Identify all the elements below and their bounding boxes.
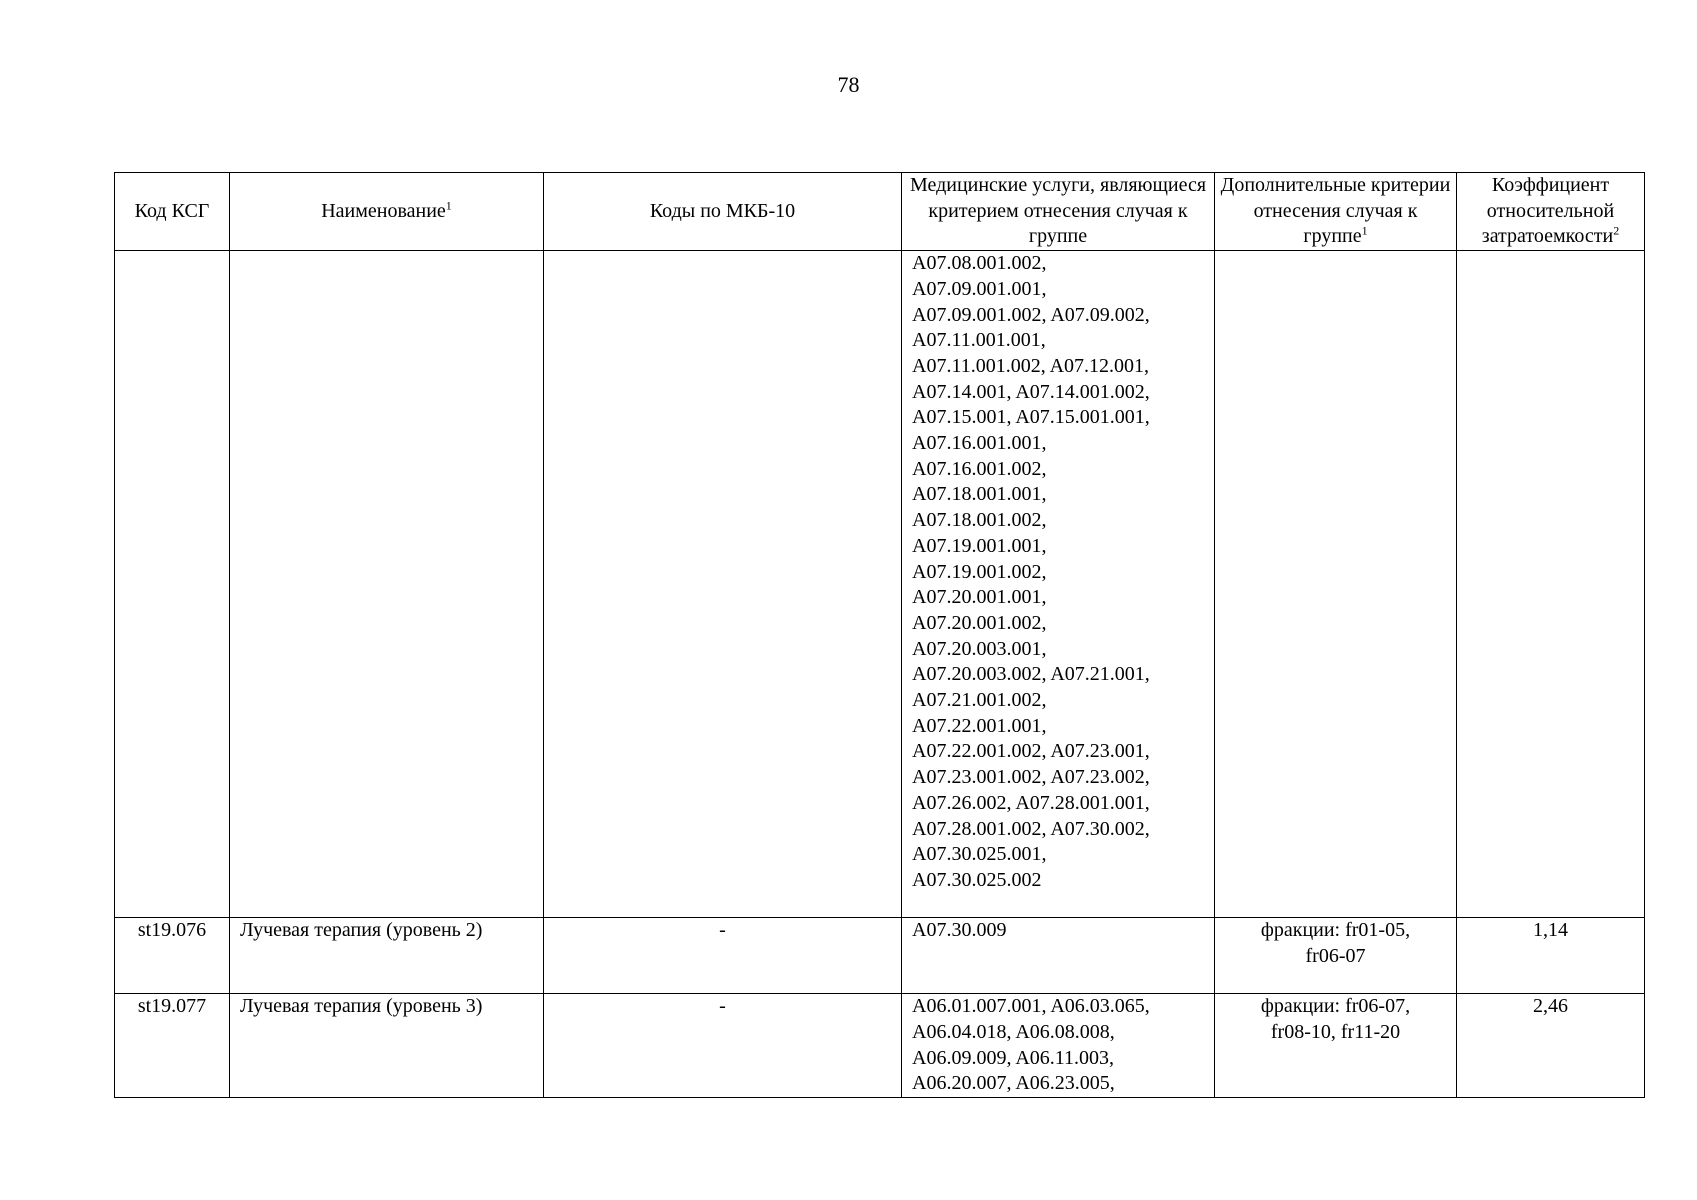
header-name-text: Наименование	[321, 199, 446, 222]
table-header-row	[115, 173, 1645, 251]
table-row	[115, 251, 1645, 918]
ksg-table	[114, 172, 1645, 1098]
header-coef-footnote: 2	[1613, 223, 1620, 238]
header-mkb: Коды по МКБ-10	[544, 173, 902, 251]
cell-name	[230, 251, 544, 918]
table-row	[115, 994, 1645, 1098]
cell-coef: 1,14	[1457, 918, 1645, 994]
cell-services: A07.08.001.002, A07.09.001.001, A07.09.001.002, A07.09.002, A07.11.001.001, A07.11.001.002, A07.12.001, A07.14.001, A07.14.001.002, A07.15.001, A07.15.001.001, A07.16.001.001, A07.16.001.002, A07.18.001.001, A07.18.001.002, A07.19.001.001, A07.19.001.002, A07.20.001.001, A07.20.001.002, A07.20.003.001, A07.20.003.002, A07.21.001, A07.21.001.002, A07.22.001.001, A07.22.001.002, A07.23.001, A07.23.001.002, A07.23.002, A07.26.002, A07.28.001.001, A07.28.001.002, A07.30.002, A07.30.025.001, A07.30.025.002	[902, 251, 1215, 918]
page-number: 78	[837, 72, 860, 97]
cell-coef: 2,46	[1457, 994, 1645, 1098]
header-code: Код КСГ	[115, 173, 230, 251]
cell-code: st19.076	[115, 918, 230, 994]
cell-mkb	[544, 251, 902, 918]
header-extra-footnote: 1	[1361, 223, 1368, 238]
cell-name: Лучевая терапия (уровень 2)	[230, 918, 544, 994]
cell-coef	[1457, 251, 1645, 918]
cell-code	[115, 251, 230, 918]
header-coef	[1457, 173, 1645, 251]
cell-name: Лучевая терапия (уровень 3)	[230, 994, 544, 1098]
cell-services: A07.30.009	[902, 918, 1215, 994]
cell-mkb: -	[544, 994, 902, 1098]
header-extra-text: Дополнительные критерии отнесения случая к группе	[1220, 174, 1451, 248]
header-services: Медицинские услуги, являющиеся критерием отнесения случая к группе	[902, 173, 1215, 251]
header-name-footnote: 1	[445, 198, 452, 213]
cell-extra: фракции: fr01-05, fr06-07	[1215, 918, 1457, 994]
table-row	[115, 918, 1645, 994]
header-extra	[1215, 173, 1457, 251]
header-name	[230, 173, 544, 251]
header-coef-text: Коэффициент относительной затратоемкости	[1481, 174, 1615, 248]
cell-extra: фракции: fr06-07, fr08-10, fr11-20	[1215, 994, 1457, 1098]
cell-services: A06.01.007.001, A06.03.065, A06.04.018, A06.08.008, A06.09.009, A06.11.003, A06.20.007, A06.23.005,	[902, 994, 1215, 1098]
cell-mkb: -	[544, 918, 902, 994]
cell-extra	[1215, 251, 1457, 918]
cell-code: st19.077	[115, 994, 230, 1098]
